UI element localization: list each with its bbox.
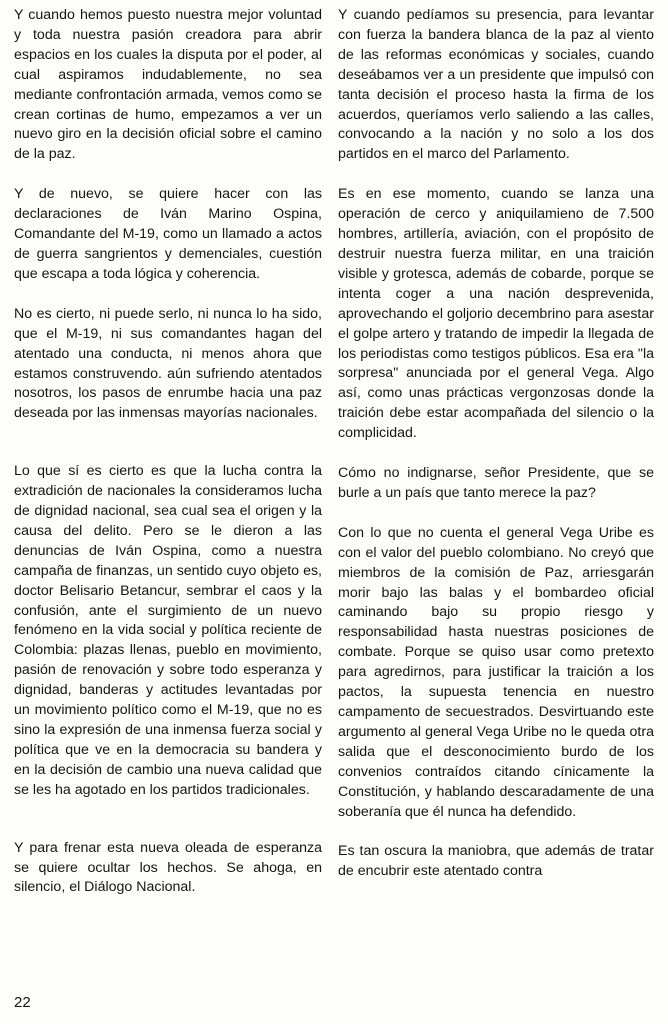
- paragraph-7: Es en ese momento, cuando se lanza una operación de cerco y aniquilamieno de 7.500 hombres, artillería, aviación, con el propósito de destruir nuestra fuerza militar, en una traición visible y grotesca, además de cobarde, porque se intenta coger a una nación desprevenida, aprovechando el goljorio decembrino para asestar el golpe artero y tratando de impedir la llegada de los periodistas como testigos públicos. Esa era "la sorpresa" anunciada por el general Vega. Algo así, como unas prácticas vergonzosas donde la traición debe estar acompañada del silencio o la complicidad.: [338, 186, 654, 442]
- paragraph-4: Lo que sí es cierto es que la lucha contra la extradición de nacionales la consideramos lucha de dignidad nacional, sea cual sea el origen y la causa del delito. Pero se le dieron a las denuncias de Iván Ospina, como a nuestra campaña de finanzas, un sentido cuyo objeto es, doctor Belisario Betancur, sembrar el caos y la confusión, ante el surgimiento de un nuevo fenómeno en la vida social y política reciente de Colombia: plazas llenas, pueblo en movimiento, pasión de renovación y sobre todo esperanza y dignidad, banderas y actitudes levantadas por un movimiento político como el M-19, que no es sino la expresión de una inmensa fuerza social y política que ve en la democracia su bandera y en la decisión de cambio una nueva calidad que se les ha agotado en los partidos tradicionales.: [14, 463, 322, 798]
- paragraph-9: Con lo que no cuenta el general Vega Uribe es con el valor del pueblo colombiano. No creyó que miembros de la comisión de Paz, arriesgarán morir bajo las balas y el bombardeo oficial caminando bajo su propio riesgo y responsabilidad hasta nuestras posiciones de combate. Porque se quiso usar como pretexto para agredirnos, para justificar la traición a los pactos, la supuesta tenencia en nuestro campamento de secuestrados. Desvirtuando este argumento al general Vega Uribe no le queda otra salida que el desconocimiento burdo de los convenios contraídos citando cínicamente la Constitución, y hablando descaradamente de una soberanía que él nunca ha defendido.: [338, 524, 654, 820]
- paragraph-5: Y para frenar esta nueva oleada de esperanza se quiere ocultar los hechos. Se ahoga, en silencio, el Diálogo Nacional.: [14, 839, 322, 896]
- paragraph-8: Cómo no indignarse, señor Presidente, que se burle a un país que tanto merece la paz?: [338, 465, 654, 501]
- paragraph-1: Y cuando hemos puesto nuestra mejor voluntad y toda nuestra pasión creadora para abrir espacios en los cuales la disputa por el poder, al cual aspiramos indudablemente, no sea mediante confrontación armada, vemos como se crean cortinas de humo, empezamos a ver un nuevo giro en la decisión oficial sobre el camino de la paz.: [14, 7, 322, 163]
- paragraph-10: Es tan oscura la maniobra, que además de tratar de encubrir este atentado contra: [338, 843, 654, 880]
- left-column: [14, 6, 322, 898]
- paragraph-2: Y de nuevo, se quiere hacer con las declaraciones de Iván Marino Ospina, Comandante del M-19, como un llamado a actos de guerra sangrientos y demenciales, cuestión que escapa a toda lógica y coherencia.: [14, 186, 322, 282]
- right-column: [338, 6, 654, 882]
- page-number: 22: [14, 994, 31, 1011]
- paragraph-6: Y cuando pedíamos su presencia, para levantar con fuerza la bandera blanca de la paz al viento de las reformas económicas y sociales, cuando deseábamos ver a un presidente que impulsó con tanta decisión el proceso hasta la firma de los acuerdos, queríamos verlo saliendo a las calles, convocando a la nación y no solo a los dos partidos en el marco del Parlamento.: [338, 7, 654, 163]
- paragraph-3: No es cierto, ni puede serlo, ni nunca lo ha sido, que el M-19, ni sus comandantes hagan del atentado una conducta, ni menos ahora que estamos construvendo. aún sufriendo atentados nosotros, los pasos de enrumbe hacia una paz deseada por las inmensas mayorías nacionales.: [14, 305, 322, 422]
